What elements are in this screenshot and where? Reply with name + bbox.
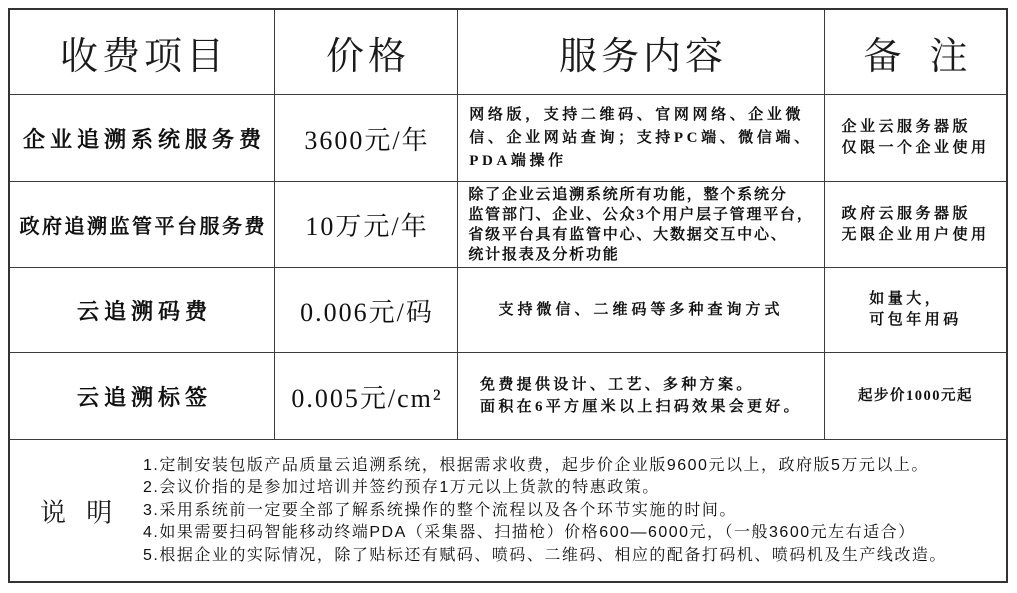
- price-table: [8, 8, 1008, 583]
- header-cell-price: [275, 10, 458, 95]
- service-content-line: 面积在6平方厘米以上扫码效果会更好。: [480, 399, 802, 415]
- service-content-line: 支持微信、二维码等多种查询方式: [498, 302, 784, 318]
- fee-price: 10万元/年: [305, 212, 429, 241]
- remark-line: 如量大，: [869, 291, 944, 307]
- price-cell: [275, 268, 458, 353]
- fee-item-name: 云追溯码费: [76, 298, 212, 324]
- remark: [841, 204, 989, 246]
- remark-cell: [825, 268, 1006, 353]
- header-price: 价格: [325, 33, 410, 78]
- service-content: [469, 104, 812, 173]
- service-content-line: 监管部门、企业、公众3个用户层子管理平台，: [468, 206, 814, 223]
- price-cell: [275, 95, 458, 182]
- remark-line: 企业云服务器版: [841, 119, 971, 135]
- note-item: 3.采用系统前一定要全部了解系统操作的整个流程以及各个环节实施的时间。: [143, 501, 737, 519]
- service-content: [480, 374, 802, 418]
- note-item: 1.定制安装包版产品质量云追溯系统，根据需求收费，起步价企业版9600元以上，政府版5万元以上。: [143, 456, 929, 474]
- remark-cell: [825, 182, 1006, 268]
- remark-line: 可包年用码: [869, 312, 962, 328]
- service-content-cell: [458, 182, 825, 268]
- fee-item-name: 政府追溯监管平台服务费: [19, 216, 267, 238]
- service-content-line: 信、企业网站查询；支持PC端、微信端、: [469, 129, 813, 146]
- fee-item-cell: [10, 95, 275, 182]
- service-content-line: PDA端操作: [469, 152, 567, 169]
- header-remarks: 备 注: [863, 33, 976, 78]
- fee-item-cell: [10, 182, 275, 268]
- note-item: 5.根据企业的实际情况，除了贴标还有赋码、喷码、二维码、相应的配备打码机、喷码机及生产线改造。: [143, 546, 947, 564]
- service-content-cell: [458, 268, 825, 353]
- fee-price: 0.005元/cm²: [291, 383, 443, 413]
- fee-price: 0.006元/码: [300, 297, 434, 327]
- fee-price: 3600元/年: [304, 125, 430, 155]
- service-content-line: 省级平台具有监管中心、大数据交互中心、: [468, 226, 788, 243]
- fee-item-name: 企业追溯系统服务费: [22, 126, 266, 152]
- service-content-cell: [458, 95, 825, 182]
- notes-label: 说 明: [40, 498, 119, 528]
- fee-item-cell: [10, 353, 275, 440]
- note-item: 4.如果需要扫码智能移动终端PDA（采集器、扫描枪）价格600—6000元，（一般3600元左右适合）: [143, 523, 916, 541]
- header-service-content: 服务内容: [558, 33, 727, 78]
- price-cell: [275, 182, 458, 268]
- service-content: [498, 299, 783, 321]
- fee-item-cell: [10, 268, 275, 353]
- service-content-line: 网络版，支持二维码、官网网络、企业微: [469, 106, 805, 123]
- service-content-line: 免费提供设计、工艺、多种方案。: [480, 377, 755, 393]
- remark: [858, 386, 973, 407]
- remark-line: 起步价1000元起: [858, 387, 973, 404]
- header-cell-fee-item: [10, 10, 275, 95]
- header-cell-remarks: [825, 10, 1006, 95]
- note-item: 2.会议价指的是参加过培训并签约预存1万元以上货款的特惠政策。: [143, 478, 660, 496]
- notes-section: [10, 440, 1006, 581]
- notes-list: [143, 454, 947, 567]
- remark-line: 政府云服务器版: [841, 205, 971, 222]
- remark-line: 无限企业用户使用: [841, 226, 990, 243]
- service-content: [468, 185, 813, 265]
- service-content-line: 统计报表及分析功能: [468, 246, 620, 263]
- service-content-cell: [458, 353, 825, 440]
- remark: [841, 117, 989, 159]
- header-fee-item: 收费项目: [59, 33, 228, 78]
- header-cell-service-content: [458, 10, 825, 95]
- remark-line: 仅限一个企业使用: [841, 140, 990, 156]
- fee-item-name: 云追溯标签: [76, 384, 212, 410]
- remark-cell: [825, 95, 1006, 182]
- price-cell: [275, 353, 458, 440]
- service-content-line: 除了企业云追溯系统所有功能，整个系统分: [468, 186, 788, 203]
- remark: [869, 289, 962, 331]
- remark-cell: [825, 353, 1006, 440]
